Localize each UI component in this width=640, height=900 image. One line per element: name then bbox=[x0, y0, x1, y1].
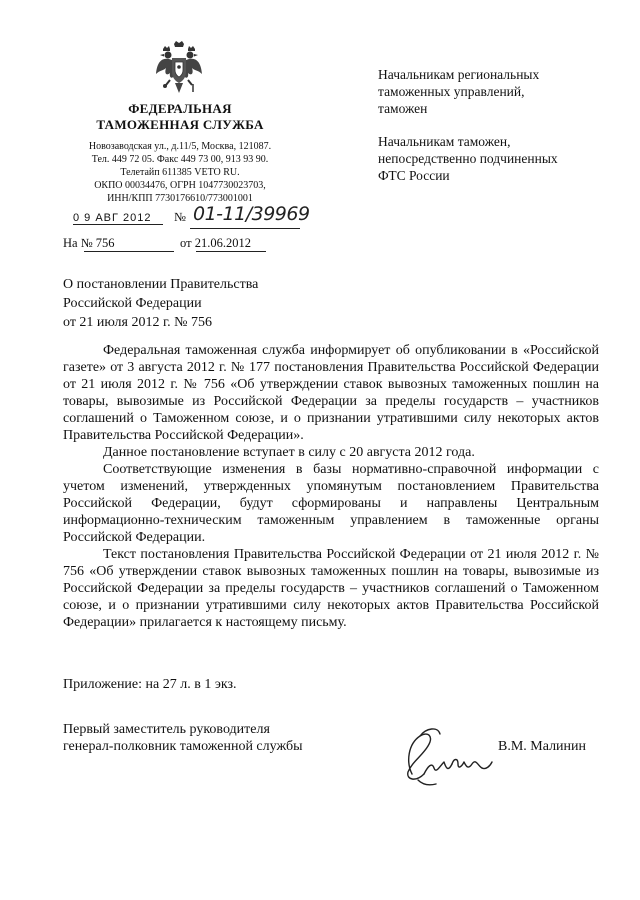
org-name-line1: ФЕДЕРАЛЬНАЯ bbox=[128, 101, 232, 116]
attachment-note: Приложение: на 27 л. в 1 экз. bbox=[63, 677, 237, 692]
registration-number-underline bbox=[190, 228, 300, 229]
registration-number: 01-11/39969 bbox=[193, 203, 310, 225]
signer-name: В.М. Малинин bbox=[498, 739, 587, 754]
body-paragraph: Текст постановления Правительства Российской Федерации от 21 июля 2012 г. № 756 «Об утверждении ставок вывозных таможенных пошлин на товары, вывозимые из Российской Федерации за пределы государств – участников соглашений о Таможенном союзе, и о признании утратившими силу некоторых актов Правительства Российской Федерации» прилагается к настоящему письму. bbox=[63, 547, 599, 630]
reference-date-prefix: от bbox=[180, 236, 192, 250]
handwritten-signature-icon bbox=[398, 722, 508, 790]
reference-date bbox=[180, 236, 251, 251]
registration-date: 0 9 АВГ 2012 bbox=[73, 212, 163, 225]
reference-date-value: 21.06.2012 bbox=[194, 236, 251, 250]
russian-eagle-emblem-icon bbox=[154, 40, 204, 96]
signer-position-line2: генерал-полковник таможенной службы bbox=[63, 739, 303, 754]
body-paragraph: Федеральная таможенная служба информирует об опубликовании в «Российской газете» от 3 августа 2012 г. № 177 постановления Правительства Российской Федерации от 21 июля 2012 г. № 756 «Об утверждении ставок вывозных таможенных пошлин на товары, вывозимые из Российской Федерации за пределы государств – участников соглашений о Таможенном союзе, и о признании утратившими силу некоторых актов Правительства Российской Федерации». bbox=[63, 343, 599, 443]
addressee-line: Начальникам региональных bbox=[378, 67, 540, 82]
signer-position-line1: Первый заместитель руководителя bbox=[63, 722, 270, 737]
addressee-line: таможен bbox=[378, 101, 428, 116]
okpo-ogrn-line: ОКПО 00034476, ОГРН 1047730023703, bbox=[94, 180, 266, 191]
letter-body bbox=[63, 342, 599, 631]
subject-line: О постановлении Правительства bbox=[63, 277, 259, 292]
addressee-line: таможенных управлений, bbox=[378, 84, 525, 99]
reference-number-prefix: На № bbox=[63, 236, 93, 250]
addressee-line: непосредственно подчиненных bbox=[378, 151, 558, 166]
addressee-line: Начальникам таможен, bbox=[378, 134, 511, 149]
reference-number-underline bbox=[84, 251, 174, 252]
addressee-line: ФТС России bbox=[378, 168, 450, 183]
subject-line: от 21 июля 2012 г. № 756 bbox=[63, 315, 212, 330]
org-name-line2: ТАМОЖЕННАЯ СЛУЖБА bbox=[96, 117, 264, 132]
teletype-line: Телетайп 611385 VETO RU. bbox=[120, 167, 240, 178]
subject-line: Российской Федерации bbox=[63, 296, 202, 311]
reference-date-underline bbox=[196, 251, 266, 252]
body-paragraph: Данное постановление вступает в силу с 20 августа 2012 года. bbox=[103, 445, 475, 460]
address-line: Новозаводская ул., д.11/5, Москва, 121087. bbox=[88, 141, 272, 152]
body-paragraph: Соответствующие изменения в базы нормативно-справочной информации с учетом изменений, утвержденных упомянутым постановлением Правительства Российской Федерации, будут сформированы и направлены Центральным информационно-техническим таможенным управлением в таможенные органы Российской Федерации. bbox=[63, 462, 599, 545]
registration-number-sign: № bbox=[174, 210, 186, 224]
reference-number bbox=[63, 236, 115, 251]
reference-number-value: 756 bbox=[95, 236, 115, 250]
inn-kpp-line: ИНН/КПП 7730176610/773001001 bbox=[107, 193, 253, 204]
phone-fax-line: Тел. 449 72 05. Факс 449 73 00, 913 93 90. bbox=[91, 154, 269, 165]
